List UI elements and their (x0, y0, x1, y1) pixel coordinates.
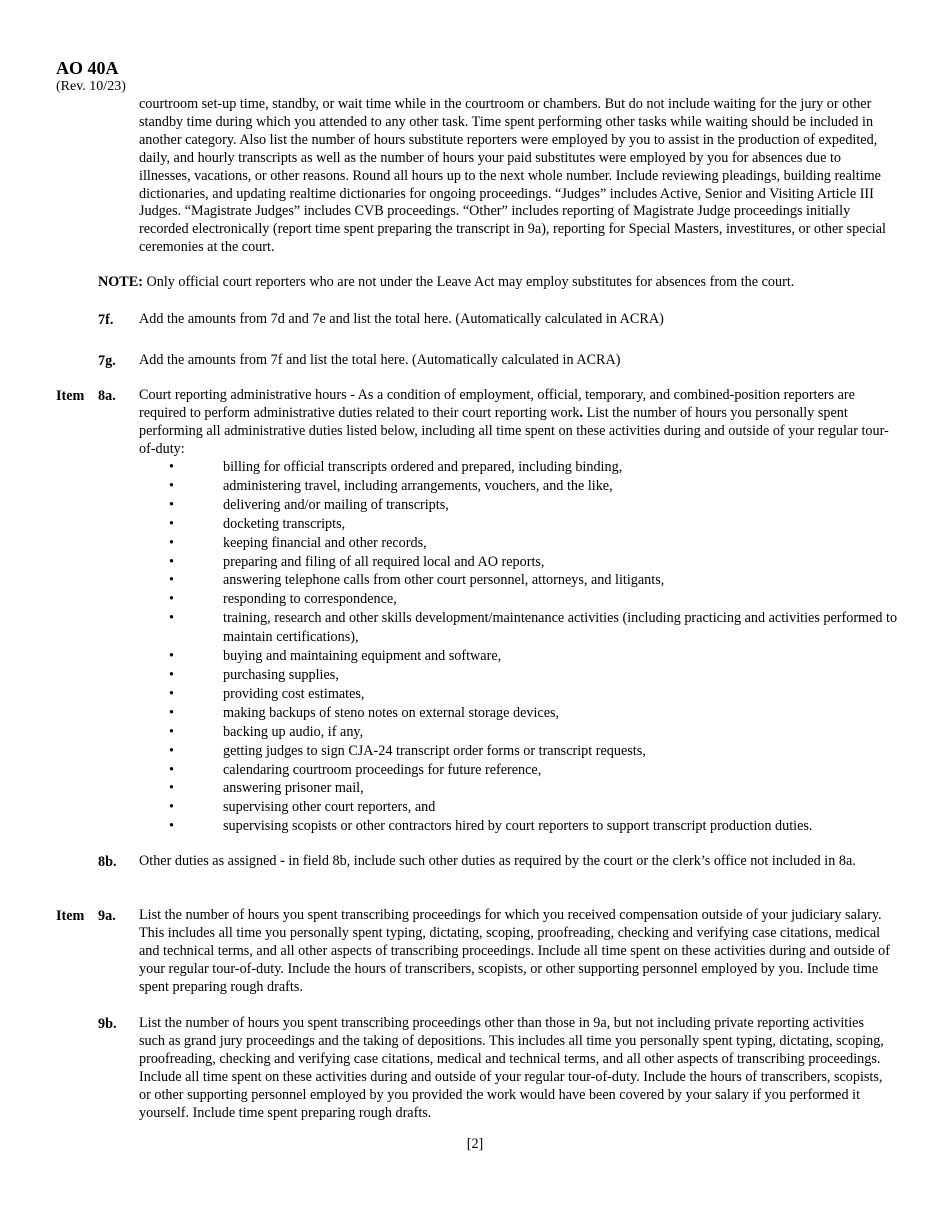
administrative-duty-text: supervising other court reporters, and (223, 799, 436, 816)
bullet-icon: • (169, 610, 174, 627)
item-9a-number: 9a. (98, 908, 116, 924)
administrative-duty-text: providing cost estimates, (223, 685, 365, 702)
item-8a-bold-period: . (579, 404, 584, 421)
item-8b-text-start: Other duties as assigned (139, 853, 281, 869)
item-7g-text: Add the amounts from 7f and list the total here. (Automatically calculated in ACRA) (139, 352, 621, 368)
administrative-duty-text: calendaring courtroom proceedings for future reference, (223, 761, 542, 778)
administrative-duty-text: backing up audio, if any, (223, 723, 364, 740)
administrative-duty-item (139, 477, 899, 496)
bullet-icon: • (169, 685, 174, 702)
bullet-icon: • (169, 704, 174, 721)
bullet-icon: • (169, 799, 174, 816)
administrative-duty-item (139, 742, 899, 761)
continuation-paragraph: courtroom set-up time, standby, or wait time while in the courtroom or chambers. But do not include waiting for the jury or other standby time during which you attended to any other task. Time spent performing other tasks while waiting should be included in another category. Also list the number of hours substitute reporters were employed by you to assist in the production of expedited, daily, and hourly transcripts as well as the number of hours your paid substitutes were employed by you for absences due to illnesses, vacations, or other reasons. Round all hours up to the next whole number. Include reviewing pleadings, building realtime dictionaries, and updating realtime dictionaries for ongoing proceedings. “Judges” includes Active, Senior and Visiting Article III Judges. “Magistrate Judges” includes CVB proceedings. “Other” includes reporting of Magistrate Judge proceedings initially recorded electronically (report time spent preparing the transcript in 9a), reporting for Special Masters, investitures, or other special ceremonies at the court. (139, 96, 886, 256)
item-7g-number: 7g. (98, 353, 116, 369)
item-7f-number: 7f. (98, 312, 114, 328)
item-8b-text-end: in field 8b, include such other duties as required by the court or the clerk’s office not included in 8a. (284, 853, 856, 869)
item-8b-dash: - (280, 853, 285, 869)
bullet-icon: • (169, 761, 174, 778)
note-text: Only official court reporters who are not under the Leave Act may employ substitutes for absences from the court. (142, 274, 795, 290)
administrative-duty-text: delivering and/or mailing of transcripts, (223, 496, 449, 513)
administrative-duty-text: training, research and other skills development/maintenance activities (including practicing and activities performed to maintain certifications), (223, 610, 898, 646)
bullet-icon: • (169, 742, 174, 759)
bullet-icon: • (169, 572, 174, 589)
bullet-icon: • (169, 648, 174, 665)
form-id: AO 40A (56, 58, 119, 78)
administrative-duty-item (139, 553, 899, 572)
bullet-icon: • (169, 723, 174, 740)
item-8a-text (139, 387, 893, 459)
administrative-duty-text: administering travel, including arrangements, vouchers, and the like, (223, 477, 613, 494)
item-7f-text: Add the amounts from 7d and 7e and list the total here. (Automatically calculated in ACRA) (139, 311, 664, 327)
administrative-duty-item (139, 779, 899, 798)
administrative-duty-item (139, 817, 899, 836)
item-9b-number: 9b. (98, 1016, 117, 1032)
administrative-duty-text: preparing and filing of all required local and AO reports, (223, 553, 545, 570)
administrative-duty-item (139, 647, 899, 666)
administrative-duty-item (139, 704, 899, 723)
administrative-duty-item (139, 571, 899, 590)
note-paragraph (98, 273, 898, 291)
administrative-duty-text: responding to correspondence, (223, 591, 397, 608)
administrative-duty-text: supervising scopists or other contractors hired by court reporters to support transcript production duties. (223, 818, 813, 835)
item-8a-text-start: Court reporting administrative hours - As a condition of employment, official, temporary, and combined-position reporters are required to perform administrative duties related to their court reporting work (139, 387, 855, 421)
administrative-duty-item (139, 590, 899, 609)
administrative-duty-item (139, 761, 899, 780)
administrative-duty-text: making backups of steno notes on external storage devices, (223, 704, 560, 721)
item-8a-number: 8a. (98, 388, 116, 404)
item-9a-text: List the number of hours you spent transcribing proceedings for which you received compensation outside of your judiciary salary. This includes all time you personally spent typing, dictating, scoping, proofreading, checking and verifying case citations, medical and technical terms, and all other aspects of transcribing proceedings. Include all time spent on these activities during and outside of your regular tour-of-duty. Include the hours of transcribers, scopists, or other supporting personnel employed by you. Include time spent preparing rough drafts. (139, 907, 890, 995)
administrative-duty-item (139, 723, 899, 742)
item-8b-number: 8b. (98, 854, 117, 870)
bullet-icon: • (169, 666, 174, 683)
bullet-icon: • (169, 553, 174, 570)
bullet-icon: • (169, 477, 174, 494)
bullet-icon: • (169, 496, 174, 513)
bullet-icon: • (169, 534, 174, 551)
administrative-duty-item (139, 685, 899, 704)
item-8b-text (139, 853, 893, 871)
administrative-duty-item (139, 609, 899, 647)
page-number: [2] (466, 1136, 484, 1152)
bullet-icon: • (169, 459, 174, 475)
administrative-duty-item (139, 798, 899, 817)
administrative-duties-list (139, 458, 899, 836)
administrative-duty-item (139, 534, 899, 553)
administrative-duty-text: answering telephone calls from other court personnel, attorneys, and litigants, (223, 572, 665, 589)
administrative-duty-text: buying and maintaining equipment and software, (223, 648, 502, 665)
administrative-duty-text: purchasing supplies, (223, 666, 339, 683)
administrative-duty-text: answering prisoner mail, (223, 780, 364, 797)
administrative-duty-text: docketing transcripts, (223, 515, 346, 532)
administrative-duty-text: billing for official transcripts ordered and prepared, including binding, (223, 459, 623, 475)
note-label: NOTE: (98, 274, 143, 290)
administrative-duty-text: getting judges to sign CJA-24 transcript order forms or transcript requests, (223, 742, 646, 759)
item-9a-label: Item (56, 908, 85, 924)
bullet-icon: • (169, 515, 174, 532)
bullet-icon: • (169, 591, 174, 608)
administrative-duty-item (139, 515, 899, 534)
item-8a-label: Item (56, 388, 85, 404)
bullet-icon: • (169, 818, 174, 835)
administrative-duty-item (139, 458, 899, 477)
administrative-duty-item (139, 666, 899, 685)
bullet-icon: • (169, 780, 174, 797)
administrative-duty-text: keeping financial and other records, (223, 534, 427, 551)
administrative-duty-item (139, 496, 899, 515)
item-9b-text: List the number of hours you spent transcribing proceedings other than those in 9a, but not including private reporting activities such as grand jury proceedings and the taking of depositions. This includes all time you personally spent typing, dictating, scoping, proofreading, checking and verifying case citations, medical and technical terms, and all other aspects of transcribing proceedings. Include all time spent on these activities during and outside of your regular tour-of-duty. Include the hours of transcribers, scopists, or other supporting personnel employed by you provided the work would have been covered by your salary if you performed it yourself. Include time spent preparing rough drafts. (139, 1015, 884, 1121)
item-8a-text-end: List the number of hours you personally spent performing all administrative duties listed below, including all time spent on these activities during and outside of your regular tour-of-duty: (139, 404, 889, 457)
revision-date: (Rev. 10/23) (56, 79, 126, 94)
